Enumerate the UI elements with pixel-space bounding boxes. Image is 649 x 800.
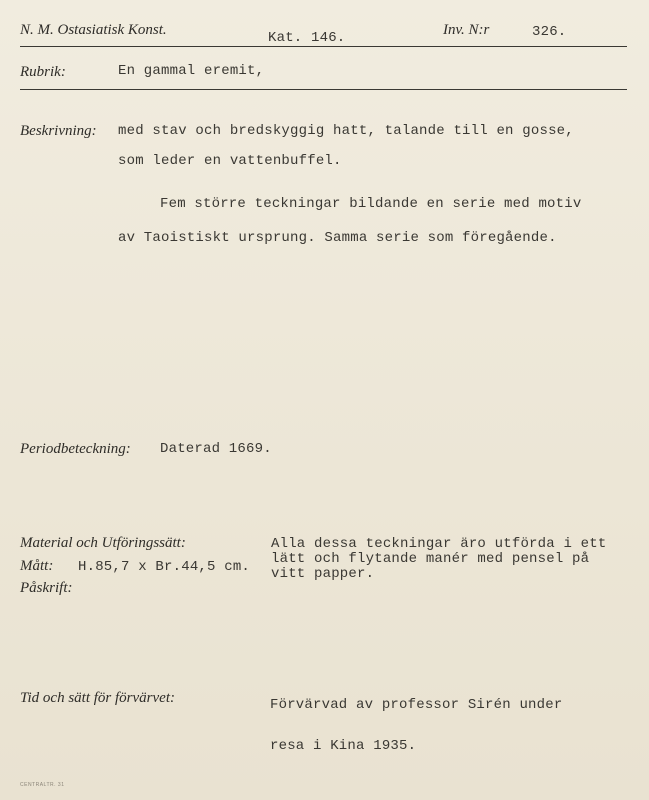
matt-value: H.85,7 x Br.44,5 cm. (78, 559, 251, 575)
material-line-1: Alla dessa teckningar äro utförda i ett (271, 536, 607, 552)
museum-name: N. M. Ostasiatisk Konst. (20, 22, 167, 38)
printer-mark: CENTRALTR. 31 (20, 782, 65, 788)
material-line-2: lätt och flytande manér med pensel på (271, 551, 590, 567)
period-value: Daterad 1669. (160, 441, 272, 457)
paskrift-label: Påskrift: (20, 580, 73, 596)
matt-label: Mått: (20, 558, 54, 574)
forvarv-line-2: resa i Kina 1935. (270, 738, 417, 754)
material-line-3: vitt papper. (271, 566, 375, 582)
inv-label: Inv. N:r (443, 22, 490, 38)
rubrik-label: Rubrik: (20, 64, 66, 80)
material-label: Material och Utföringssätt: (20, 535, 186, 551)
forvarv-line-1: Förvärvad av professor Sirén under (270, 697, 563, 713)
inv-value: 326. (532, 24, 567, 40)
kat-number: Kat. 146. (268, 30, 346, 46)
beskrivning-label: Beskrivning: (20, 123, 97, 139)
forvarv-label: Tid och sätt för förvärvet: (20, 690, 175, 706)
beskrivning-line-1: med stav och bredskyggig hatt, talande till en gosse, (118, 123, 574, 139)
header-rule (20, 46, 627, 47)
rubrik-value: En gammal eremit, (118, 63, 265, 79)
beskrivning-line-4: av Taoistiskt ursprung. Samma serie som föregående. (118, 230, 557, 246)
beskrivning-line-2: som leder en vattenbuffel. (118, 153, 342, 169)
beskrivning-line-3: Fem större teckningar bildande en serie med motiv (160, 196, 582, 212)
rubrik-rule (20, 89, 627, 90)
period-label: Periodbeteckning: (20, 441, 131, 457)
